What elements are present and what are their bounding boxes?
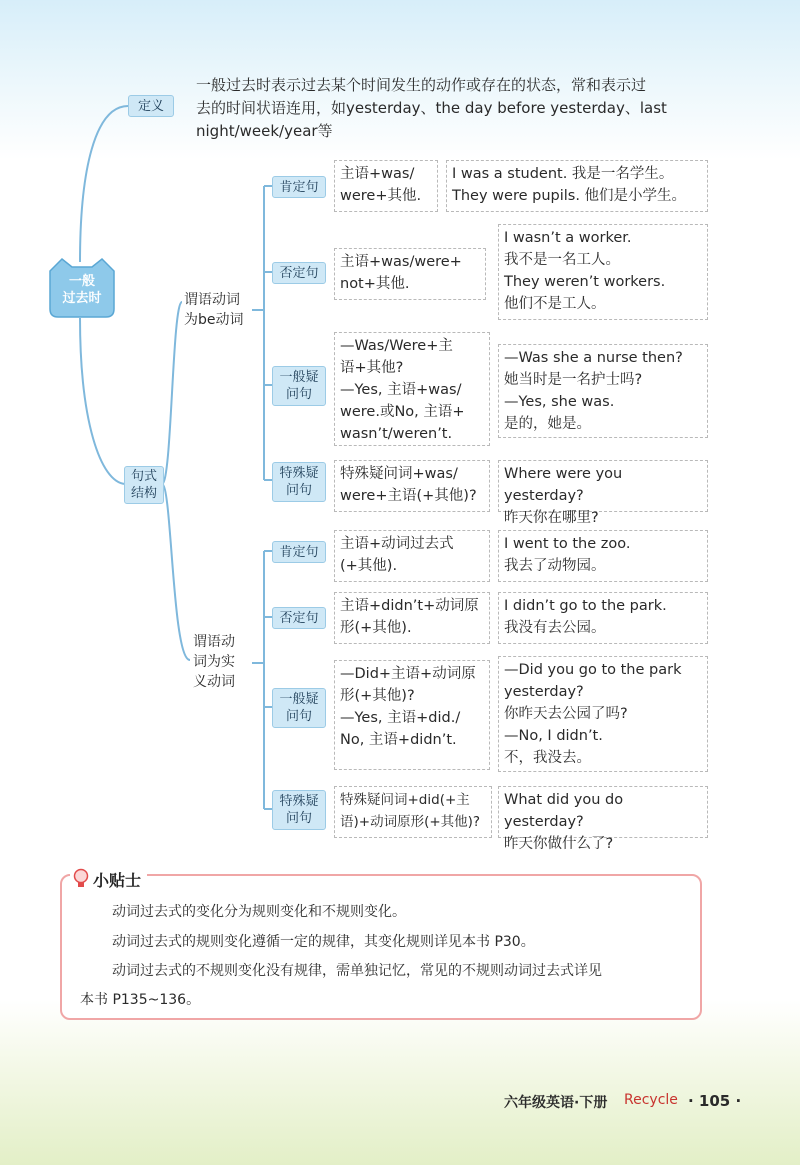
action-rule-negative: 主语+didn’t+动词原 形(+其他).: [334, 592, 490, 644]
root-node: [46, 257, 118, 319]
definition-text: 一般过去时表示过去某个时间发生的动作或存在的状态，常和表示过 去的时间状语连用，如yesterday、the day before yesterday、last night/week/year等: [196, 76, 667, 140]
action-example-special-question: What did you do yesterday? 昨天你做什么了?: [498, 786, 708, 838]
be-verb-label: 谓语动词 为be动词: [184, 292, 244, 328]
tips-line-3: 动词过去式的不规则变化没有规律，需单独记忆，常见的不规则动词过去式详见: [112, 963, 602, 979]
action-example-affirmative: I went to the zoo. 我去了动物园。: [498, 530, 708, 582]
be-type-special-question: 特殊疑 问句: [272, 462, 326, 502]
be-type-affirmative: 肯定句: [272, 176, 326, 198]
footer-unit: Recycle: [624, 1092, 678, 1108]
tips-line-1: 动词过去式的变化分为规则变化和不规则变化。: [112, 904, 406, 920]
action-example-general-question: —Did you go to the park yesterday? 你昨天去公园了吗? —No, I didn’t. 不，我没去。: [498, 656, 708, 772]
page-number: · 105 ·: [688, 1092, 742, 1110]
be-type-negative: 否定句: [272, 262, 326, 284]
be-rule-special-question: 特殊疑问词+was/ were+主语(+其他)?: [334, 460, 490, 512]
action-type-general-question: 一般疑 问句: [272, 688, 326, 728]
structure-tag-line-1: 句式: [130, 469, 157, 484]
tips-line-2: 动词过去式的规则变化遵循一定的规律，其变化规则详见本书 P30。: [112, 934, 535, 950]
be-example-special-question: Where were you yesterday? 昨天你在哪里?: [498, 460, 708, 512]
action-verb-label: 谓语动 词为实 义动词: [193, 634, 235, 690]
action-type-negative: 否定句: [272, 607, 326, 629]
structure-tag: [124, 466, 164, 504]
definition-tag-label: 定义: [137, 98, 164, 114]
action-rule-general-question: —Did+主语+动词原 形(+其他)? —Yes, 主语+did./ No, 主语+didn’t.: [334, 660, 490, 770]
be-example-affirmative: I was a student. 我是一名学生。 They were pupils. 他们是小学生。: [446, 160, 708, 212]
action-type-special-question: 特殊疑 问句: [272, 790, 326, 830]
structure-tag-line-2: 结构: [130, 486, 157, 501]
be-example-negative: I wasn’t a worker. 我不是一名工人。 They weren’t workers. 他们不是工人。: [498, 224, 708, 320]
root-line-2: 过去时: [62, 291, 102, 306]
tips-header: [70, 866, 147, 892]
action-rule-affirmative: 主语+动词过去式 (+其他).: [334, 530, 490, 582]
tips-title: 小贴士: [93, 870, 142, 890]
lightbulb-icon: [72, 868, 90, 890]
definition-tag: [128, 95, 174, 117]
action-rule-special-question: 特殊疑问词+did(+主 语)+动词原形(+其他)?: [334, 786, 492, 838]
be-rule-affirmative: 主语+was/ were+其他.: [334, 160, 438, 212]
root-line-1: 一般: [68, 274, 95, 289]
action-example-negative: I didn’t go to the park. 我没有去公园。: [498, 592, 708, 644]
be-rule-negative: 主语+was/were+ not+其他.: [334, 248, 486, 300]
be-type-general-question: 一般疑 问句: [272, 366, 326, 406]
footer-book: 六年级英语·下册: [504, 1095, 608, 1111]
action-type-affirmative: 肯定句: [272, 541, 326, 563]
be-rule-general-question: —Was/Were+主 语+其他? —Yes, 主语+was/ were.或No, 主语+ wasn’t/weren’t.: [334, 332, 490, 446]
tips-line-4: 本书 P135~136。: [80, 992, 201, 1008]
be-example-general-question: —Was she a nurse then? 她当时是一名护士吗? —Yes, she was. 是的，她是。: [498, 344, 708, 438]
